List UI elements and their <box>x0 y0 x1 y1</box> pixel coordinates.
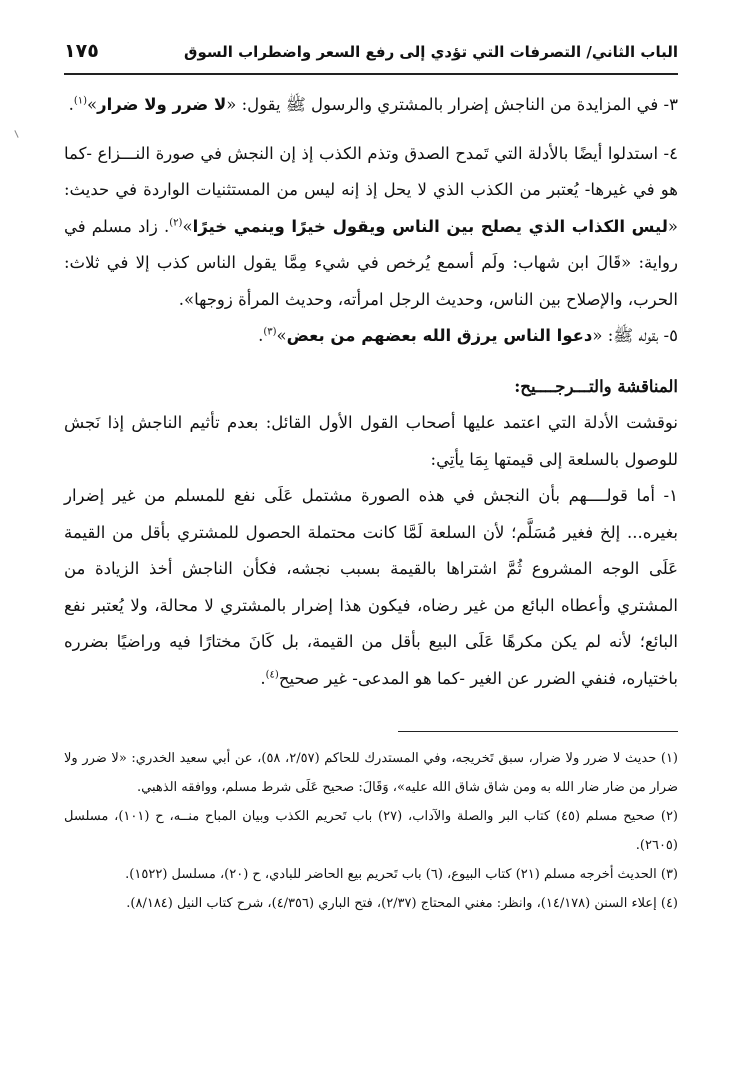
text-span: . زاد مسلم في رواية: «قَالَ ابن شهاب: ولَم أسمع يُرخص في شيء مِمَّا يقول الناس كذب إلا في ثلاث: الحرب، والإصلاح بين الناس، وحديث الرجل امرأته، وحديث المرأة زوجها». <box>64 216 678 309</box>
hadith-quote: ليس الكذاب الذي يصلح بين الناس ويقول خيرًا وينمي خيرًا <box>192 216 668 236</box>
paragraph-evidence-4 <box>64 136 678 319</box>
margin-mark <box>14 130 18 138</box>
chapter-title: الباب الثاني/ التصرفات التي تؤدي إلى رفع السعر واضطراب السوق <box>184 43 678 61</box>
paragraph-rebuttal-1 <box>64 478 678 697</box>
footnote-2: (٢) صحيح مسلم (٤٥) كتاب البر والصلة والآداب، (٢٧) باب تَحريم الكذب وبيان المباح منــه، ح (١٠١)، مسلسل (٢٦٠٥). <box>64 809 678 853</box>
text-span: » <box>182 216 193 236</box>
text-span: ٣- في المزايدة من الناجش إضرار بالمشتري والرسول ﷺ يقول: « <box>226 95 678 114</box>
page-number: ١٧٥ <box>64 40 99 62</box>
paragraph-evidence-5 <box>64 318 678 355</box>
footnote-4: (٤) إعلاء السنن (١٤/١٧٨)، وانظر: مغني المحتاج (٢/٣٧)، فتح الباري (٤/٣٥٦)، شرح كتاب النيل (٨/١٨٤). <box>126 896 678 911</box>
hadith-quote: لا ضرر ولا ضرار <box>97 95 227 114</box>
text-span: ١- أما قولــــهم بأن النجش في هذه الصورة مشتمل عَلَى نفع للمسلم من غير إضرار بغيره... إلخ فغير مُسَلَّم؛ لأن السلعة لَمَّا كانت محتملة الحصول للمشتري بأقل من القيمة عَلَى الوجه المشروع ثُمَّ اشتراها بالقيمة بسبب نجشه، فكأن الناجش أخذ الزيادة من المشتري وأعطاه البائع من غير رضاه، فيكون هذا إضرار بالمشتري لا محالة، ولا يُعتبر نفع البائع؛ لأنه لم يكن مكرهًا عَلَى البيع بأقل من القيمة، بل كَانَ مختارًا فيه وراضيًا بضرره باختياره، فنفي الضرر عن الغير -كما هو المدعى- غير صحيح <box>64 486 678 688</box>
text-span: . <box>68 95 74 114</box>
footnote-divider <box>398 731 678 732</box>
section-title: المناقشة والتـــرجــــيح: <box>514 376 678 396</box>
footnote-3: (٣) الحديث أخرجه مسلم (٢١) كتاب البيوع، (٦) باب تَحريم بيع الحاضر للبادي، ح (٢٠)، مسلسل (١٥٢٢). <box>125 867 678 882</box>
footnotes <box>64 744 678 918</box>
footnote-ref: (٢) <box>169 217 183 228</box>
running-header <box>64 40 678 75</box>
text-span: » <box>87 95 98 114</box>
text-span: . <box>260 668 266 688</box>
text-span: ٥- بقوله ﷺ: « <box>592 326 678 345</box>
text-span: » <box>276 326 287 345</box>
text-span: ٤- استدلوا أيضًا بالأدلة التي تَمدح الصدق وتذم الكذب إذ إن النجش في صورة النـــزاع -كما هو في غيرها- يُعتبر من الكذب الذي لا يحل إذ إنه ليس من المستثنيات الواردة في حديث: « <box>64 143 678 236</box>
footnote-1: (١) حديث لا ضرر ولا ضرار، سبق تَخريجه، وفي المستدرك للحاكم (٢/٥٧، ٥٨)، عن أبي سعيد الخدري: «لا ضرر ولا ضرار من ضار ضار الله به ومن شاق شاق الله عليه»، وَقَالَ: صحيح عَلَى شرط مسلم، ووافقه الذهبي. <box>64 751 678 795</box>
book-page <box>64 40 678 918</box>
paragraph-evidence-3 <box>64 87 678 124</box>
footnote-ref: (١) <box>73 95 87 107</box>
footnote-ref: (٣) <box>263 326 277 338</box>
footnote-ref: (٤) <box>265 669 279 680</box>
paragraph-discussion-intro: نوقشت الأدلة التي اعتمد عليها أصحاب القول الأول القائل: بعدم تأثيم الناجش إذا نَجش للوصول بالسلعة إلى قيمتها بِمَا يأتِي: <box>64 413 678 469</box>
text-span: . <box>258 326 264 345</box>
main-text <box>64 87 678 697</box>
hadith-quote: دعوا الناس يرزق الله بعضهم من بعض <box>286 326 593 345</box>
